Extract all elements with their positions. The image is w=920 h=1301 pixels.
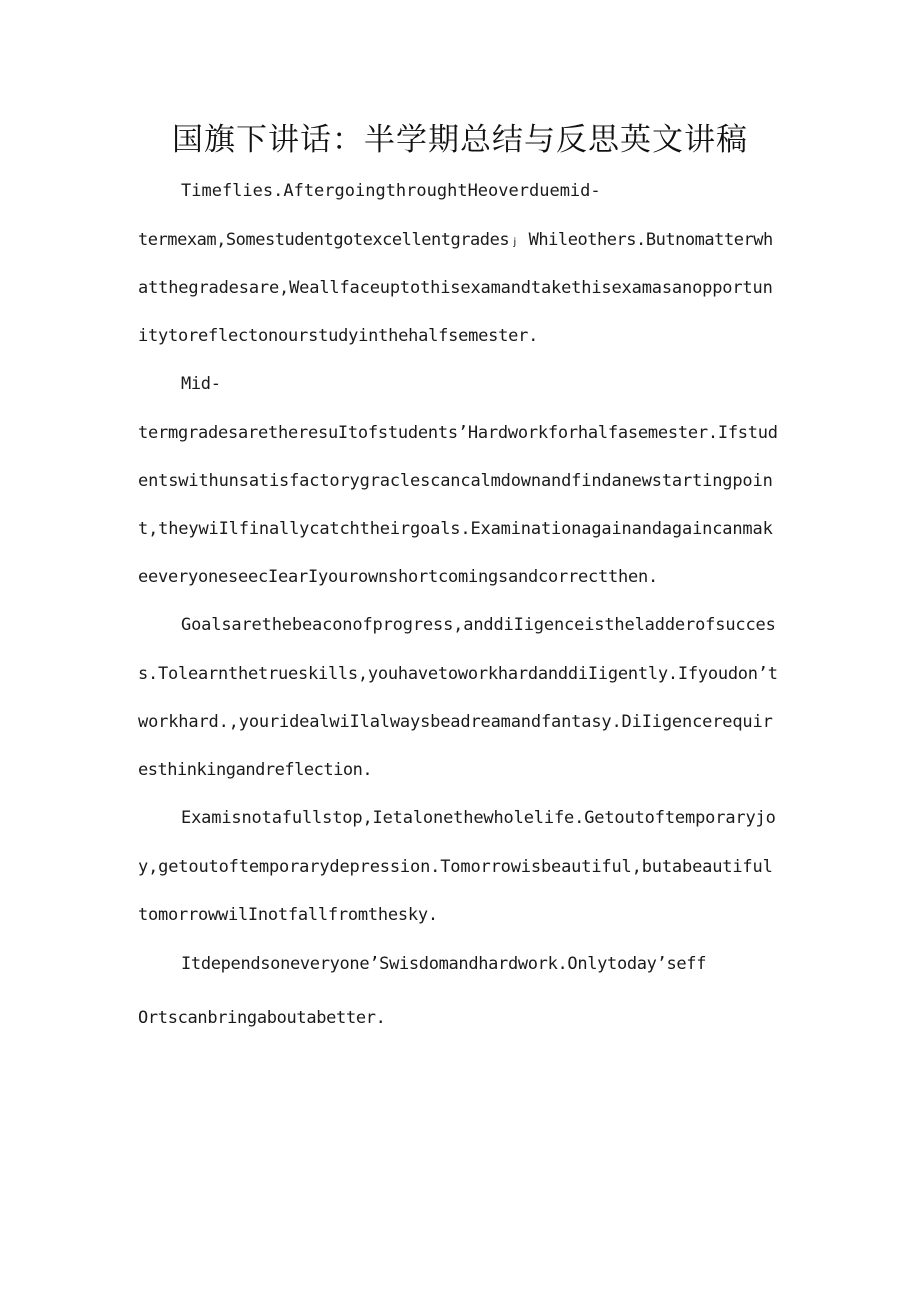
document-title: 国旗下讲话：半学期总结与反思英文讲稿	[172, 122, 748, 158]
text-line: t,theywiIlfinallycatchtheirgoals.Examinationagainandagaincanmak	[138, 519, 773, 539]
text-line: Examisnotafullstop,Ietalonethewholelife.Getoutoftemporaryjo	[181, 808, 776, 828]
text-line: atthegradesare,Weallfaceuptothisexamandtakethisexamasanopportun	[138, 278, 773, 298]
text-line: termgradesaretheresuItofstudents’Hardworkforhalfasemester.Ifstud	[138, 423, 778, 443]
text-line: Itdependsoneveryone’Swisdomandhardwork.Onlytoday’seff	[181, 954, 706, 974]
text-line: y,getoutoftemporarydepression.Tomorrowisbeautiful,butabeautiful	[138, 857, 773, 877]
text-line: termexam,Somestudentgotexcellentgradesⱼ Whileothers.Butnomatterwh	[138, 230, 773, 250]
text-line: s.Tolearnthetrueskills,youhavetoworkhardanddiIigently.Ifyoudon’t	[138, 664, 778, 684]
text-line: Mid-	[181, 374, 221, 394]
text-line: Goalsarethebeaconofprogress,anddiIigenceistheladderofsucces	[181, 615, 776, 635]
text-line: tomorrowwilInotfallfromthesky.	[138, 905, 438, 925]
text-line: Ortscanbringaboutabetter.	[138, 1008, 386, 1028]
text-line: entswithunsatisfactorygraclescancalmdownandfindanewstartingpoin	[138, 471, 773, 491]
text-line: workhard.,youridealwiIlalwaysbeadreamandfantasy.DiIigencerequir	[138, 712, 773, 732]
text-line: Timeflies.AftergoingthroughtHeoverduemid-	[181, 181, 601, 201]
text-line: esthinkingandreflection.	[138, 760, 373, 780]
text-line: itytoreflectonourstudyinthehalfsemester.	[138, 326, 538, 346]
text-line: eeveryoneseecIearIyourownshortcomingsandcorrectthen.	[138, 567, 658, 587]
